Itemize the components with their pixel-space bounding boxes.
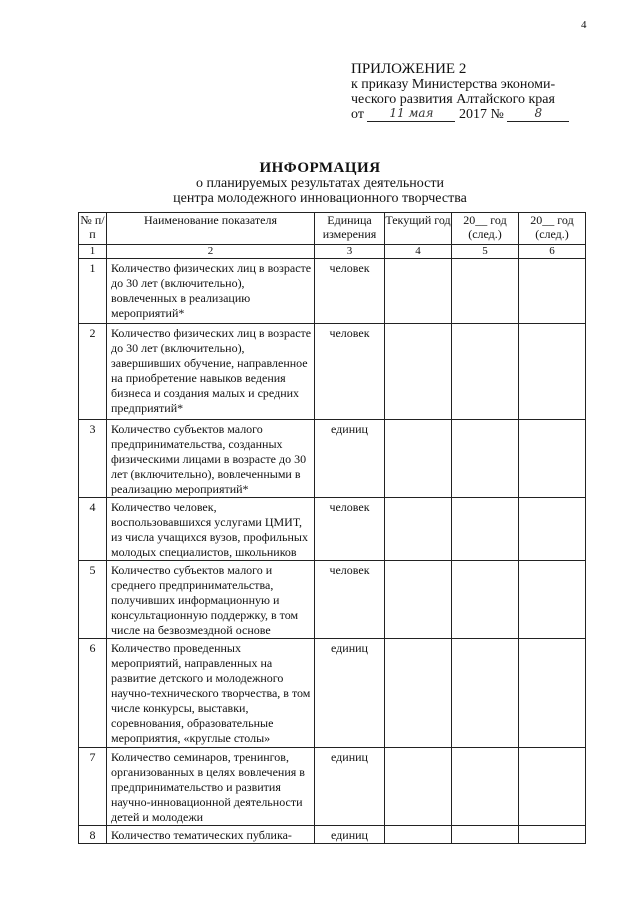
column-number: 6 bbox=[519, 245, 586, 259]
column-number: 1 bbox=[79, 245, 107, 259]
value-cell bbox=[385, 561, 452, 639]
row-number: 1 bbox=[79, 259, 107, 324]
table-row bbox=[79, 259, 586, 324]
table-header-row bbox=[79, 213, 586, 245]
heading-title: ИНФОРМАЦИЯ bbox=[259, 160, 381, 176]
column-number-row bbox=[79, 245, 586, 259]
heading-line-1: о планируемых результатах деятельности bbox=[196, 176, 444, 191]
value-cell bbox=[452, 324, 519, 420]
appendix-title: ПРИЛОЖЕНИЕ 2 bbox=[351, 61, 467, 77]
heading-line-2: центра молодежного инновационного творчества bbox=[173, 191, 467, 206]
column-number: 3 bbox=[315, 245, 385, 259]
indicator-unit: единиц bbox=[315, 748, 385, 826]
value-cell bbox=[452, 420, 519, 498]
value-cell bbox=[385, 420, 452, 498]
value-cell bbox=[452, 826, 519, 844]
value-cell bbox=[452, 498, 519, 561]
value-cell bbox=[385, 259, 452, 324]
value-cell bbox=[519, 259, 586, 324]
value-cell bbox=[452, 748, 519, 826]
table-row bbox=[79, 420, 586, 498]
indicator-name: Количество субъектов малого предпринимательства, созданных физическими лицами в возрасте до 30 лет (включительно), вовлеченными в реализацию мероприятий* bbox=[107, 420, 315, 498]
header-cell: 20__ год (след.) bbox=[519, 213, 586, 245]
indicator-name: Количество тематических публика- bbox=[107, 826, 315, 844]
row-number: 7 bbox=[79, 748, 107, 826]
table-row bbox=[79, 561, 586, 639]
column-number: 5 bbox=[452, 245, 519, 259]
handwritten-number: 8 bbox=[507, 107, 569, 122]
row-number: 2 bbox=[79, 324, 107, 420]
row-number: 3 bbox=[79, 420, 107, 498]
indicator-name: Количество человек, воспользовавшихся услугами ЦМИТ, из числа учащихся вузов, профильных молодых специалистов, школьников bbox=[107, 498, 315, 561]
year-label: 2017 № bbox=[458, 107, 504, 122]
value-cell bbox=[519, 748, 586, 826]
appendix-line-1: к приказу Министерства экономи- bbox=[351, 77, 556, 92]
document-heading bbox=[0, 160, 640, 206]
header-cell: Единица измерения bbox=[315, 213, 385, 245]
indicator-name: Количество физических лиц в возрасте до 30 лет (включительно), вовлеченных в реализацию мероприятий* bbox=[107, 259, 315, 324]
value-cell bbox=[452, 259, 519, 324]
value-cell bbox=[385, 748, 452, 826]
value-cell bbox=[519, 561, 586, 639]
value-cell bbox=[519, 420, 586, 498]
handwritten-date: 11 мая bbox=[367, 107, 455, 122]
column-number: 2 bbox=[107, 245, 315, 259]
indicator-name: Количество семинаров, тренингов, организованных в целях вовлечения в предпринимательство и развития научно-инновационной деятельности детей и молодежи bbox=[107, 748, 315, 826]
appendix-line-2: ческого развития Алтайского края bbox=[351, 92, 555, 107]
row-number: 8 bbox=[79, 826, 107, 844]
table-row bbox=[79, 639, 586, 748]
value-cell bbox=[385, 498, 452, 561]
value-cell bbox=[385, 324, 452, 420]
appendix-block bbox=[351, 62, 569, 122]
indicator-unit: человек bbox=[315, 259, 385, 324]
row-number: 4 bbox=[79, 498, 107, 561]
indicator-unit: человек bbox=[315, 498, 385, 561]
table-row bbox=[79, 324, 586, 420]
column-number: 4 bbox=[385, 245, 452, 259]
page-number: 4 bbox=[581, 19, 587, 31]
appendix-date-line bbox=[351, 107, 569, 122]
indicator-unit: единиц bbox=[315, 639, 385, 748]
indicator-unit: единиц bbox=[315, 826, 385, 844]
indicator-name: Количество субъектов малого и среднего предпринимательства, получивших информационную и консультационную поддержку, в том числе на безвозмездной основе bbox=[107, 561, 315, 639]
value-cell bbox=[519, 826, 586, 844]
from-label: от bbox=[351, 107, 364, 122]
value-cell bbox=[519, 639, 586, 748]
indicator-name: Количество проведенных мероприятий, направленных на развитие детского и молодежного научно-технического творчества, в том числе конкурсы, выставки, соревнования, образовательные мероприятия, «круглые столы» bbox=[107, 639, 315, 748]
indicator-unit: человек bbox=[315, 324, 385, 420]
row-number: 5 bbox=[79, 561, 107, 639]
table-row bbox=[79, 498, 586, 561]
value-cell bbox=[519, 324, 586, 420]
row-number: 6 bbox=[79, 639, 107, 748]
value-cell bbox=[385, 639, 452, 748]
header-cell: 20__ год (след.) bbox=[452, 213, 519, 245]
table-row bbox=[79, 748, 586, 826]
value-cell bbox=[385, 826, 452, 844]
header-cell: № п/п bbox=[79, 213, 107, 245]
value-cell bbox=[452, 639, 519, 748]
indicator-name: Количество физических лиц в возрасте до 30 лет (включительно), завершивших обучение, направленное на приобретение навыков ведения бизнеса и создания малых и средних предприятий* bbox=[107, 324, 315, 420]
value-cell bbox=[452, 561, 519, 639]
indicator-unit: человек bbox=[315, 561, 385, 639]
indicator-unit: единиц bbox=[315, 420, 385, 498]
header-cell: Текущий год bbox=[385, 213, 452, 245]
value-cell bbox=[519, 498, 586, 561]
table-row bbox=[79, 826, 586, 844]
header-cell: Наименование показателя bbox=[107, 213, 315, 245]
indicators-table bbox=[78, 212, 586, 844]
